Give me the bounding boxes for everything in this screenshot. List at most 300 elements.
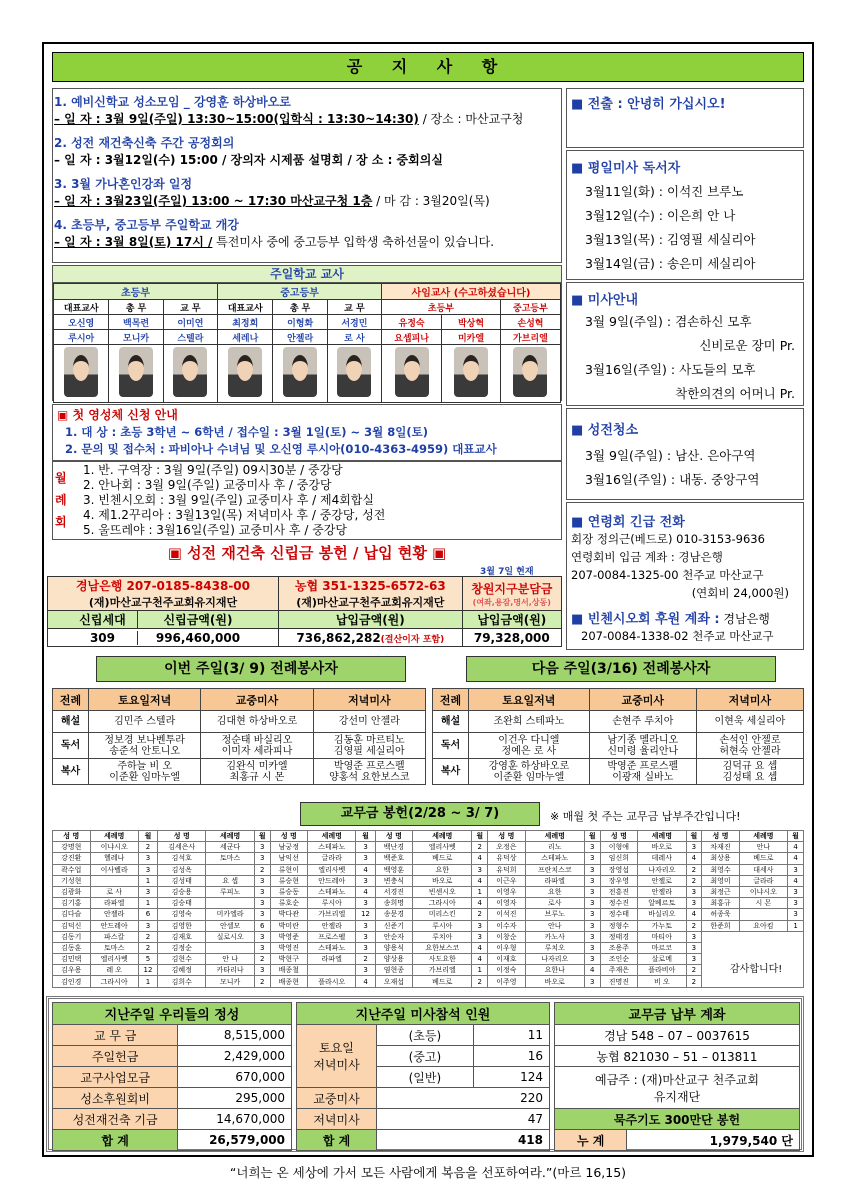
offerings-table	[52, 1002, 292, 1151]
srv-person: 김완식 미카엘 최홍규 시 몬	[201, 759, 313, 785]
dues-account-1: 경남 548 – 07 – 0037615	[555, 1025, 800, 1046]
srv-person: 김대현 하상바오로	[201, 711, 313, 733]
dues-months: 3	[584, 920, 600, 931]
dues-name: 김석호	[158, 853, 206, 864]
dues-baptismal: 카노사	[525, 931, 584, 942]
srv-person: 이건우 다니엘 정예은 로 사	[469, 733, 590, 759]
dues-months: 4	[584, 965, 600, 976]
notice-3-title: 3. 3월 가나혼인강좌 일정	[54, 177, 193, 191]
dues-name: 류승동	[270, 886, 308, 897]
dues-name: 최정근	[702, 886, 740, 897]
dues-baptismal: 엘리사벳	[413, 842, 472, 853]
srv-person: 김동훈 마르티노 김영필 세실리아	[313, 733, 425, 759]
dues-baptismal: 스테파노	[308, 842, 356, 853]
dues-baptismal	[739, 909, 787, 920]
dues-name: 허종욱	[702, 909, 740, 920]
dues-months: 2	[138, 942, 157, 953]
dues-baptismal: 루피노	[206, 886, 254, 897]
dues-baptismal: 안젤라	[638, 886, 686, 897]
dues-months: 2	[138, 931, 157, 942]
elementary-header: 초등부	[54, 284, 218, 300]
dues-baptismal	[206, 898, 254, 909]
dues-months: 12	[356, 909, 375, 920]
dues-baptismal: 데레사	[638, 853, 686, 864]
notice-1-title: 1. 예비신학교 성소모임 _ 강영훈 하상바오로	[54, 95, 291, 109]
fund-header-paid-2: 납입금액(원)	[462, 611, 561, 629]
vincent-title: ■ 빈첸시오회 후원 계좌 :	[571, 612, 720, 627]
dues-months: 3	[584, 976, 600, 987]
dues-name: 기성현	[53, 875, 91, 886]
dues-baptismal: 토마스	[206, 853, 254, 864]
offer-total-label: 합 계	[53, 1130, 178, 1151]
dues-months: 3	[254, 965, 270, 976]
srv-col: 저녁미사	[696, 689, 803, 711]
dues-months: 3	[584, 886, 600, 897]
dues-baptismal: 스테파노	[525, 853, 584, 864]
dues-row	[53, 976, 804, 987]
dues-baptismal: 요아킴	[739, 920, 787, 931]
dues-name: 오재섭	[375, 976, 413, 987]
readers-box	[566, 150, 804, 280]
dues-months: 2	[472, 909, 488, 920]
teacher-name: 유정숙	[382, 315, 442, 330]
dues-col-header: 성 명	[270, 831, 308, 842]
teacher-baptismal: 가브리엘	[500, 330, 560, 345]
dues-name: 이주영	[488, 976, 526, 987]
dues-baptismal: 마티아	[638, 931, 686, 942]
dues-baptismal: 파스칼	[90, 931, 138, 942]
dues-baptismal: 스테파노	[308, 942, 356, 953]
dues-col-header: 월	[254, 831, 270, 842]
cleaning-item: 3월 9일(주일) : 남산. 은아구역	[585, 448, 756, 463]
dues-name: 김다슬	[53, 909, 91, 920]
dues-months: 3	[138, 920, 157, 931]
att-group: (중고)	[377, 1046, 474, 1067]
dues-name: 김재호	[158, 931, 206, 942]
dues-months: 3	[254, 909, 270, 920]
dues-months: 4	[472, 942, 488, 953]
dues-name: 백난경	[375, 842, 413, 853]
dues-name: 이영자	[488, 898, 526, 909]
fund-account-3-note: (여좌,용잠,명서,상동)	[472, 597, 551, 607]
dues-baptismal: 안 나	[206, 954, 254, 965]
offerings-title: 지난주일 우리들의 정성	[53, 1003, 292, 1025]
offer-amount: 295,000	[178, 1088, 292, 1109]
vincent-account: 207-0084-1338-02 천주교 마산교구	[581, 629, 774, 643]
fund-paid-cell	[278, 629, 462, 647]
dues-name: 박영준	[270, 931, 308, 942]
dues-col-header: 월	[788, 831, 804, 842]
mass-box	[566, 282, 804, 406]
dues-col-header: 세례명	[206, 831, 254, 842]
dues-months: 2	[356, 954, 375, 965]
dues-baptismal: 루치아	[413, 931, 472, 942]
retired-header: 사임교사 (수고하셨습니다)	[382, 284, 561, 300]
reader-item: 3월11일(화) : 이석진 브루노	[585, 184, 744, 199]
dues-col-header: 세례명	[638, 831, 686, 842]
vincent-bank: 경남은행	[719, 612, 770, 626]
dues-baptismal: 비 오	[638, 976, 686, 987]
dues-name: 김승태	[158, 898, 206, 909]
dues-baptismal: 레 오	[90, 965, 138, 976]
dues-name: 전흥진	[600, 886, 638, 897]
dues-name: 이재호	[488, 954, 526, 965]
notice-2-title: 2. 성전 재건축신축 주간 공정회의	[54, 136, 235, 150]
dues-name: 백영훈	[375, 864, 413, 875]
communion-title: ▣ 첫 영성체 신청 안내	[57, 408, 178, 422]
att-label: 교중미사	[297, 1088, 377, 1109]
dues-baptismal: 바오로	[638, 842, 686, 853]
dues-baptismal: 요한보스코	[413, 942, 472, 953]
teacher-photo	[500, 345, 560, 403]
teacher-baptismal: 로 사	[327, 330, 381, 345]
srv-role: 독서	[433, 733, 469, 759]
dues-name: 장영섭	[600, 864, 638, 875]
dues-name: 김혜정	[158, 965, 206, 976]
dues-months: 3	[472, 864, 488, 875]
dues-baptismal: 바오로	[525, 976, 584, 987]
teacher-baptismal: 요셉피나	[382, 330, 442, 345]
srv-person: 김민주 스텔라	[89, 711, 201, 733]
dues-months: 4	[472, 875, 488, 886]
dues-months: 2	[472, 842, 488, 853]
middle-high-header: 중고등부	[218, 284, 382, 300]
notice-1-place: / 장소 : 마산교구청	[418, 112, 524, 126]
dues-baptismal: 로 사	[90, 886, 138, 897]
fund-table	[47, 576, 562, 647]
dues-baptismal: 바실리오	[638, 909, 686, 920]
dues-name: 안순자	[375, 931, 413, 942]
dues-name: 박다관	[270, 909, 308, 920]
dues-row	[53, 920, 804, 931]
dues-name: 김세은사	[158, 842, 206, 853]
att-group: (초등)	[377, 1025, 474, 1046]
sunday-school-title: 주일학교 교사	[53, 266, 561, 283]
dues-baptismal: 라파엘	[308, 954, 356, 965]
dues-baptismal: 루치오	[525, 942, 584, 953]
dues-thanks: 감사합니다!	[730, 964, 783, 975]
dues-baptismal: 가누토	[638, 920, 686, 931]
fund-account-1-number: 경남은행 207-0185-8438-00	[75, 579, 251, 593]
dues-baptismal: 이냐시오	[739, 886, 787, 897]
servers-this-table	[52, 688, 426, 785]
dues-name: 박영진	[270, 942, 308, 953]
teacher-name: 서경민	[327, 315, 381, 330]
dues-baptismal: 바오로	[413, 875, 472, 886]
dues-name: 이석진	[488, 909, 526, 920]
dues-name: 남궁정	[270, 842, 308, 853]
monthly-item: 2. 안나회 : 3월 9일(주일) 교중미사 후 / 중강당	[83, 478, 332, 492]
teacher-table	[53, 283, 561, 403]
dues-months: 4	[356, 886, 375, 897]
fund-account-1	[48, 577, 279, 611]
dues-name: 박현구	[270, 954, 308, 965]
dues-months: 3	[686, 842, 702, 853]
teacher-photo	[273, 345, 327, 403]
dues-name: 서경진	[375, 886, 413, 897]
dues-name: 최영미	[702, 875, 740, 886]
dues-months: 1	[472, 886, 488, 897]
notice-4-detail: 특전미사 중에 중고등부 입학생 축하선물이 있습니다.	[212, 235, 495, 249]
dues-months: 3	[686, 886, 702, 897]
srv-col: 교중미사	[589, 689, 696, 711]
notice-3-date: – 일 자 : 3월23일(주일) 13:00 ~ 17:30 마산교구청 1층	[54, 194, 373, 208]
teacher-baptismal: 루시아	[54, 330, 109, 345]
dues-name: 유덕희	[488, 864, 526, 875]
dues-months: 3	[356, 942, 375, 953]
att-count: 47	[377, 1109, 550, 1130]
srv-person: 남기종 멜라니오 신미령 율리안나	[589, 733, 696, 759]
dues-months: 3	[686, 942, 702, 953]
dues-name: 남익선	[270, 853, 308, 864]
dues-baptismal	[206, 864, 254, 875]
monthly-box	[52, 460, 562, 540]
notice-3-deadline: / 마 감 : 3월20일(목)	[372, 194, 490, 208]
dues-months: 3	[138, 864, 157, 875]
att-total-label: 합 계	[297, 1130, 377, 1151]
dues-name: 변충식	[375, 875, 413, 886]
dues-months: 2	[686, 965, 702, 976]
fund-account-2-number: 농협 351-1325-6572-63	[294, 579, 446, 593]
dues-months: 3	[356, 931, 375, 942]
srv-person: 손현주 루치아	[589, 711, 696, 733]
teacher-photo	[218, 345, 273, 403]
dues-months: 3	[356, 920, 375, 931]
col-head: 교 무	[163, 300, 217, 315]
teacher-baptismal: 모니카	[109, 330, 163, 345]
col-head: 대표교사	[218, 300, 273, 315]
dues-row	[53, 942, 804, 953]
footer-quote: “너희는 온 세상에 가서 모든 사람에게 복음을 선포하여라.”(마르 16,15)	[229, 1165, 627, 1180]
srv-person: 정순태 바실리오 이미자 세라피나	[201, 733, 313, 759]
dues-baptismal: 글라라	[739, 875, 787, 886]
col-head: 교 무	[327, 300, 381, 315]
funeral-box	[566, 502, 804, 650]
dues-months: 2	[138, 842, 157, 853]
dues-name: 배종철	[270, 965, 308, 976]
teacher-baptismal: 미카엘	[442, 330, 501, 345]
dues-name: 송희명	[375, 898, 413, 909]
dues-name: 김광화	[53, 886, 91, 897]
srv-role: 해설	[53, 711, 89, 733]
dues-baptismal: 미리스킨	[413, 909, 472, 920]
dues-baptismal: 가브리엘	[308, 909, 356, 920]
dues-name: 정수진	[600, 898, 638, 909]
fund-account-2	[278, 577, 462, 611]
dues-name: 김현수	[158, 954, 206, 965]
rosary-total: 1,979,540 단	[627, 1130, 800, 1151]
dues-baptismal: 엘리사벳	[90, 954, 138, 965]
dues-name: 오정은	[488, 842, 526, 853]
dues-baptismal: 안나	[525, 920, 584, 931]
dues-months: 1	[788, 920, 804, 931]
dues-months: 4	[686, 909, 702, 920]
dues-name: 박미란	[270, 920, 308, 931]
col-head: 총 무	[109, 300, 163, 315]
dues-row	[53, 875, 804, 886]
srv-person: 김덕규 요 셉 김성태 요 셉	[696, 759, 803, 785]
dues-name: 김승용	[158, 886, 206, 897]
page-title: 공 지 사 항	[52, 52, 804, 82]
dues-col-header: 세례명	[413, 831, 472, 842]
dues-baptismal: 실로시오	[206, 931, 254, 942]
dues-name: 이형애	[600, 842, 638, 853]
dues-name: 이정숙	[488, 965, 526, 976]
dues-months: 4	[472, 954, 488, 965]
dues-name: 양용식	[375, 942, 413, 953]
dues-months: 3	[584, 954, 600, 965]
fund-households: 309	[68, 631, 138, 645]
offer-label: 성전재건축 기금	[53, 1109, 178, 1130]
srv-person: 조완희 스테파노	[469, 711, 590, 733]
dues-name: 김정순	[158, 942, 206, 953]
dues-col-header: 월	[686, 831, 702, 842]
dues-name: 정태경	[600, 931, 638, 942]
reader-item: 3월12일(수) : 이은희 안 나	[585, 208, 736, 223]
col-head: 중고등부	[500, 300, 560, 315]
dues-months: 3	[356, 898, 375, 909]
dues-baptismal	[308, 965, 356, 976]
fund-account-1-holder: (재)마산교구천주교회유지재단	[88, 596, 238, 609]
servers-this-title: 이번 주일(3/ 9) 전례봉사자	[96, 656, 406, 682]
dues-baptismal: 사도요한	[413, 954, 472, 965]
dues-months: 3	[356, 965, 375, 976]
attendance-saturday: 토요일 저녁미사	[297, 1025, 377, 1088]
teacher-name: 손성혁	[500, 315, 560, 330]
dues-account-title: 교무금 납부 계좌	[555, 1003, 800, 1025]
dues-name: 염현종	[375, 965, 413, 976]
dues-baptismal: 카타리나	[206, 965, 254, 976]
rosary-title: 묵주기도 300만단 봉헌	[555, 1109, 800, 1130]
dues-baptismal: 모니카	[206, 976, 254, 987]
teacher-photo	[54, 345, 109, 403]
dues-col-header: 성 명	[702, 831, 740, 842]
dues-months: 3	[254, 942, 270, 953]
dues-months: 2	[254, 864, 270, 875]
dues-col-header: 성 명	[158, 831, 206, 842]
notice-1-date: – 일 자 : 3월 9일(주일) 13:30~15:00(입학식 : 13:30~14:30)	[54, 112, 419, 126]
srv-role: 복사	[53, 759, 89, 785]
dues-col-header: 월	[138, 831, 157, 842]
dues-col-header: 성 명	[53, 831, 91, 842]
dues-name: 송문경	[375, 909, 413, 920]
dues-months: 3	[584, 875, 600, 886]
mass-item: 3월 9일(주일) : 겸손하신 모후	[585, 314, 752, 329]
dues-col-header: 성 명	[488, 831, 526, 842]
srv-col: 저녁미사	[313, 689, 425, 711]
mass-item: 신비로운 장미 Pr.	[699, 338, 795, 353]
dues-months: 3	[686, 954, 702, 965]
dues-months: 3	[584, 853, 600, 864]
dues-account-table	[554, 1002, 800, 1151]
dues-baptismal: 미카엘라	[206, 909, 254, 920]
dues-name: 최홍규	[702, 898, 740, 909]
dues-months: 3	[788, 898, 804, 909]
dues-name: 조인순	[600, 954, 638, 965]
dues-name: 이근우	[488, 875, 526, 886]
dues-row	[53, 931, 804, 942]
dues-months: 2	[686, 920, 702, 931]
dues-baptismal: 플라비아	[638, 965, 686, 976]
teacher-baptismal: 안젤라	[273, 330, 327, 345]
mass-item: 착한의견의 어머니 Pr.	[675, 386, 795, 401]
notice-list	[54, 94, 560, 251]
mass-item: 3월16일(주일) : 사도들의 모후	[585, 362, 756, 377]
dues-col-header: 세례명	[308, 831, 356, 842]
fund-header-cell	[48, 611, 279, 629]
dues-row	[53, 954, 804, 965]
dues-account-holder: 예금주 : (재)마산교구 천주교회 유지재단	[555, 1067, 800, 1109]
dues-baptismal: 스테파노	[308, 886, 356, 897]
dues-name: 김덕신	[53, 920, 91, 931]
dues-baptismal: 라파엘	[525, 875, 584, 886]
srv-role: 해설	[433, 711, 469, 733]
notice-4-title: 4. 초등부, 중고등부 주일학교 개강	[54, 218, 239, 232]
teacher-name: 백목련	[109, 315, 163, 330]
dues-name: 이우형	[488, 942, 526, 953]
dues-row	[53, 886, 804, 897]
col-head: 총 무	[273, 300, 327, 315]
fund-paid-2: 79,328,000	[462, 629, 561, 647]
funeral-item: 회장 정의근(베드로) 010-3153-9636	[571, 532, 765, 546]
dues-months: 5	[138, 954, 157, 965]
rosary-total-label: 누 계	[555, 1130, 627, 1151]
dues-months: 3	[254, 875, 270, 886]
monthly-item: 5. 울뜨레야 : 3월16일(주일) 교중미사 후 / 중강당	[83, 523, 347, 537]
dues-months: 3	[254, 842, 270, 853]
dues-name: 신준기	[375, 920, 413, 931]
dues-baptismal: 베드로	[413, 976, 472, 987]
dues-months: 2	[686, 976, 702, 987]
reader-item: 3월14일(금) : 송은미 세실리아	[585, 256, 756, 271]
dues-months: 3	[138, 853, 157, 864]
reader-item: 3월13일(목) : 김영필 세실리아	[585, 232, 756, 247]
dues-row	[53, 864, 804, 875]
dues-months: 4	[686, 853, 702, 864]
mass-title: ■ 미사안내	[571, 293, 639, 308]
dues-name: 백준호	[375, 853, 413, 864]
dues-baptismal: 글라라	[308, 853, 356, 864]
dues-months: 4	[788, 842, 804, 853]
dues-baptismal: 안젤로	[638, 875, 686, 886]
dues-baptismal: 요한나	[525, 965, 584, 976]
dues-months: 1	[138, 875, 157, 886]
teacher-photo	[327, 345, 381, 403]
dues-months: 4	[356, 864, 375, 875]
offer-label: 주일헌금	[53, 1046, 178, 1067]
notice-4-date: – 일 자 : 3월 8일(토) 17시 /	[54, 235, 213, 249]
dues-name: 김기홍	[53, 898, 91, 909]
monthly-label: 월례회	[55, 471, 67, 529]
dues-months: 4	[356, 976, 375, 987]
dues-months: 4	[472, 853, 488, 864]
fund-paid: 736,862,282	[296, 630, 381, 645]
dues-baptismal: 베드로	[413, 853, 472, 864]
dues-col-header: 월	[472, 831, 488, 842]
dues-name: 류현이	[270, 864, 308, 875]
srv-col: 교중미사	[201, 689, 313, 711]
fund-header-households: 신립세대	[68, 611, 138, 628]
monthly-item: 3. 빈첸시오회 : 3월 9일(주일) 교중미사 후 / 제4회합실	[83, 493, 374, 507]
teacher-photo	[382, 345, 442, 403]
dues-name: 양상용	[375, 954, 413, 965]
dues-col-header: 세례명	[739, 831, 787, 842]
dues-row	[53, 965, 804, 976]
offer-amount: 14,670,000	[178, 1109, 292, 1130]
dues-baptismal: 라파엘	[90, 898, 138, 909]
srv-person: 손석인 안젤로 허현숙 안젤라	[696, 733, 803, 759]
dues-baptismal: 그라시아	[413, 898, 472, 909]
